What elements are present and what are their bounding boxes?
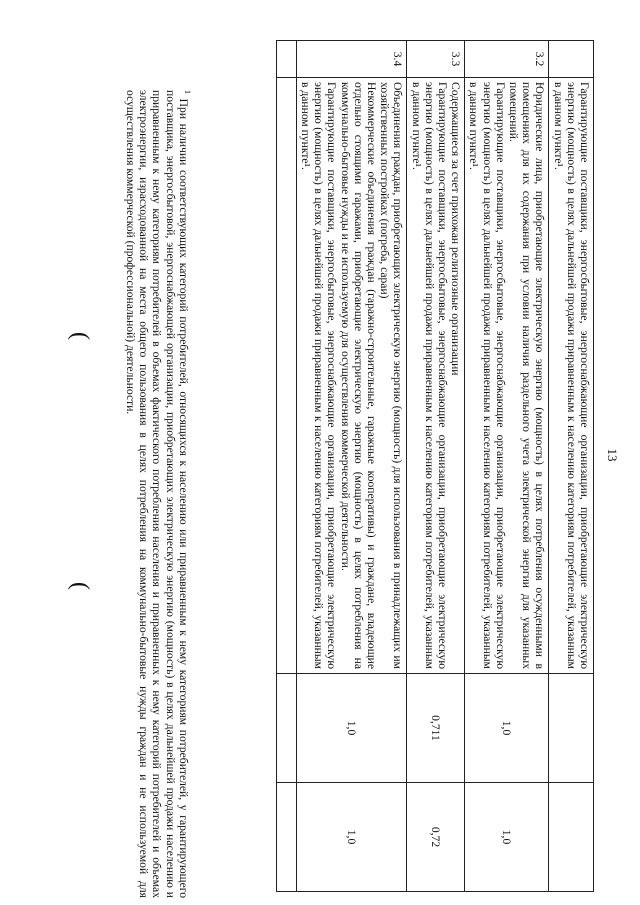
description-paragraph: Гарантирующие поставщики, энергосбытовые, энергоснабжающие организации, приобретающие электрическую энергию (мощность) в целях дальнейшей продажи приравненным к населению категориям потребителей, указанным в данном пункте¹.	[409, 82, 449, 669]
page-number: 13	[605, 448, 620, 462]
row-description	[296, 78, 407, 674]
row-description	[276, 78, 296, 674]
row-number	[276, 41, 296, 78]
table-body	[276, 41, 593, 892]
row-number: 3.2	[465, 41, 549, 78]
description-paragraph: Некоммерческие объединения граждан (гаражно-строительные, гаражные кооперативы) и граждане, владеющие отдельно стоящими гаражами, приобретающие электрическую энергию (мощность) в целях потребления на коммунально-бытовые нужды и не используемую для осуществления коммерческой деятельности.	[338, 82, 378, 669]
row-number: 3.3	[407, 41, 465, 78]
row-number: 3.4	[296, 41, 407, 78]
table-row	[465, 41, 549, 892]
description-paragraph: Гарантирующие поставщики, энергосбытовые, энергоснабжающие организации, приобретающие электрическую энергию (мощность) в целях дальнейшей продажи приравненным к населению категориям потребителей, указанным в данном пункте¹.	[467, 82, 507, 669]
coefficient-1	[276, 674, 296, 783]
coefficient-1: 1,0	[296, 674, 407, 783]
coefficient-2	[276, 783, 296, 892]
description-paragraph: Содержащиеся за счет прихожан религиозные организации	[449, 82, 463, 376]
footnote-text: При наличии соответствующих категорий потребителей, относящихся к населению или приравненным к нему категориям потребителей, у гарантирующего поставщика, энергосбытовой, энергоснабжающей организации, приобретающих электрическую энергию (мощность) в целях дальнейшей продажи населению и приравненным к нему категориям потребителей в объемах фактического потребления населения и приравненных к нему категорий потребителей и объемах электроэнергии, израсходованной на места общего пользования в целях потребления на коммунально-бытовые нужды граждан и не используемой для осуществления коммерческой (профессиональной) деятельности.	[123, 90, 191, 898]
table-row	[407, 41, 465, 892]
coefficient-2	[549, 783, 594, 892]
scan-mark-1: (	[67, 332, 93, 340]
coefficient-1: 0,711	[407, 674, 465, 783]
coefficient-1	[549, 674, 594, 783]
coefficient-1: 1,0	[465, 674, 549, 783]
row-description	[465, 78, 549, 674]
row-number	[549, 41, 594, 78]
coefficient-2: 0,72	[407, 783, 465, 892]
scan-mark-2: (	[67, 582, 93, 590]
row-description	[407, 78, 465, 674]
footnote	[123, 90, 194, 898]
description-paragraph: Гарантирующие поставщики, энергосбытовые, энергоснабжающие организации, приобретающие электрическую энергию (мощность) в целях дальнейшей продажи приравненным к населению категориям потребителей, указанным в данном пункте¹.	[551, 82, 591, 669]
description-paragraph: Гарантирующие поставщики, энергосбытовые, энергоснабжающие организации, приобретающие электрическую энергию (мощность) в целях дальнейшей продажи приравненным к населению категориям потребителей, указанным в данном пункте¹.	[298, 82, 339, 669]
description-paragraph: Юридические лица, приобретающие электрическую энергию (мощность) в целях потребления осужденными в помещениях для их содержания при условии наличия раздельного учета электрической энергии для указанных помещений.	[506, 82, 547, 669]
coefficient-2: 1,0	[296, 783, 407, 892]
footnote-marker: 1	[183, 90, 192, 94]
table-row	[296, 41, 407, 892]
tariff-table	[276, 40, 594, 892]
table-row	[549, 41, 594, 892]
row-description	[549, 78, 594, 674]
description-paragraph: Объединения граждан, приобретающих электрическую энергию (мощность) для использования в принадлежащих им хозяйственных постройках (погреба, сараи)	[378, 82, 405, 669]
table-row	[276, 41, 296, 892]
coefficient-2: 1,0	[465, 783, 549, 892]
